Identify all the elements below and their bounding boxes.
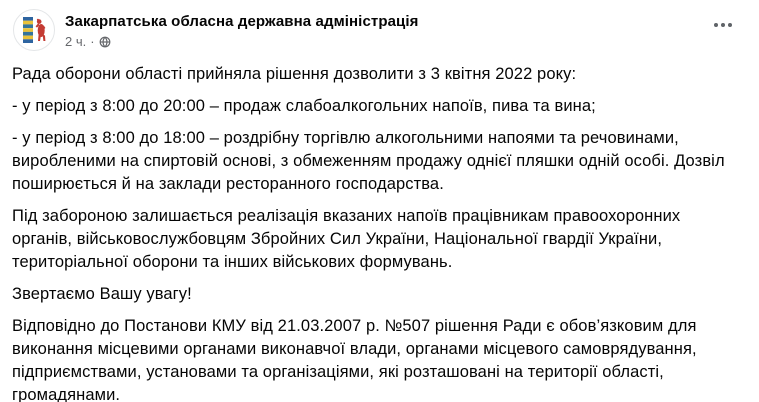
page-avatar[interactable]: [13, 9, 55, 51]
post-paragraph: Під забороною залишається реалізація вказаних напоїв працівникам правоохоронних органів, військовослужбовцям Збройних Сил України, Національної гвардії України, територіальної оборони та інших військових формувань.: [12, 207, 685, 271]
globe-icon: [99, 36, 111, 48]
meta-separator: ·: [90, 34, 95, 49]
post-paragraph: Рада оборони області прийняла рішення дозволити з 3 квітня 2022 року:: [12, 65, 577, 83]
post-paragraph: Звертаємо Вашу увагу!: [12, 285, 192, 303]
zakarpattia-coat-of-arms-icon: [14, 10, 54, 50]
ellipsis-icon: [728, 23, 732, 27]
post-paragraph: - у період з 8:00 до 20:00 – продаж слабоалкогольних напоїв, пива та вина;: [12, 97, 596, 115]
ellipsis-icon: [714, 23, 718, 27]
post-timestamp[interactable]: 2 ч.: [65, 34, 87, 49]
more-options-button[interactable]: [709, 13, 737, 37]
post-meta: [65, 34, 419, 50]
post-header: [0, 0, 759, 51]
post-text: [0, 51, 759, 402]
post-paragraph: Відповідно до Постанови КМУ від 21.03.2007 р. №507 рішення Ради є обов’язковим для виконання місцевими органами виконавчої влади, органами місцевого самоврядування, підприємствами, установами та організаціями, які розташовані на території області, громадянами.: [12, 317, 702, 402]
page-name-link[interactable]: Закарпатська обласна державна адміністрація: [65, 13, 419, 30]
ellipsis-icon: [721, 23, 725, 27]
post-paragraph: - у період з 8:00 до 18:00 – роздрібну торгівлю алкогольними напоями та речовинами, виробленими на спиртовій основі, з обмеженням продажу однієї пляшки одній особі. Дозвіл поширюється й на заклади ресторанного господарства.: [12, 129, 730, 193]
header-text: [65, 9, 419, 50]
